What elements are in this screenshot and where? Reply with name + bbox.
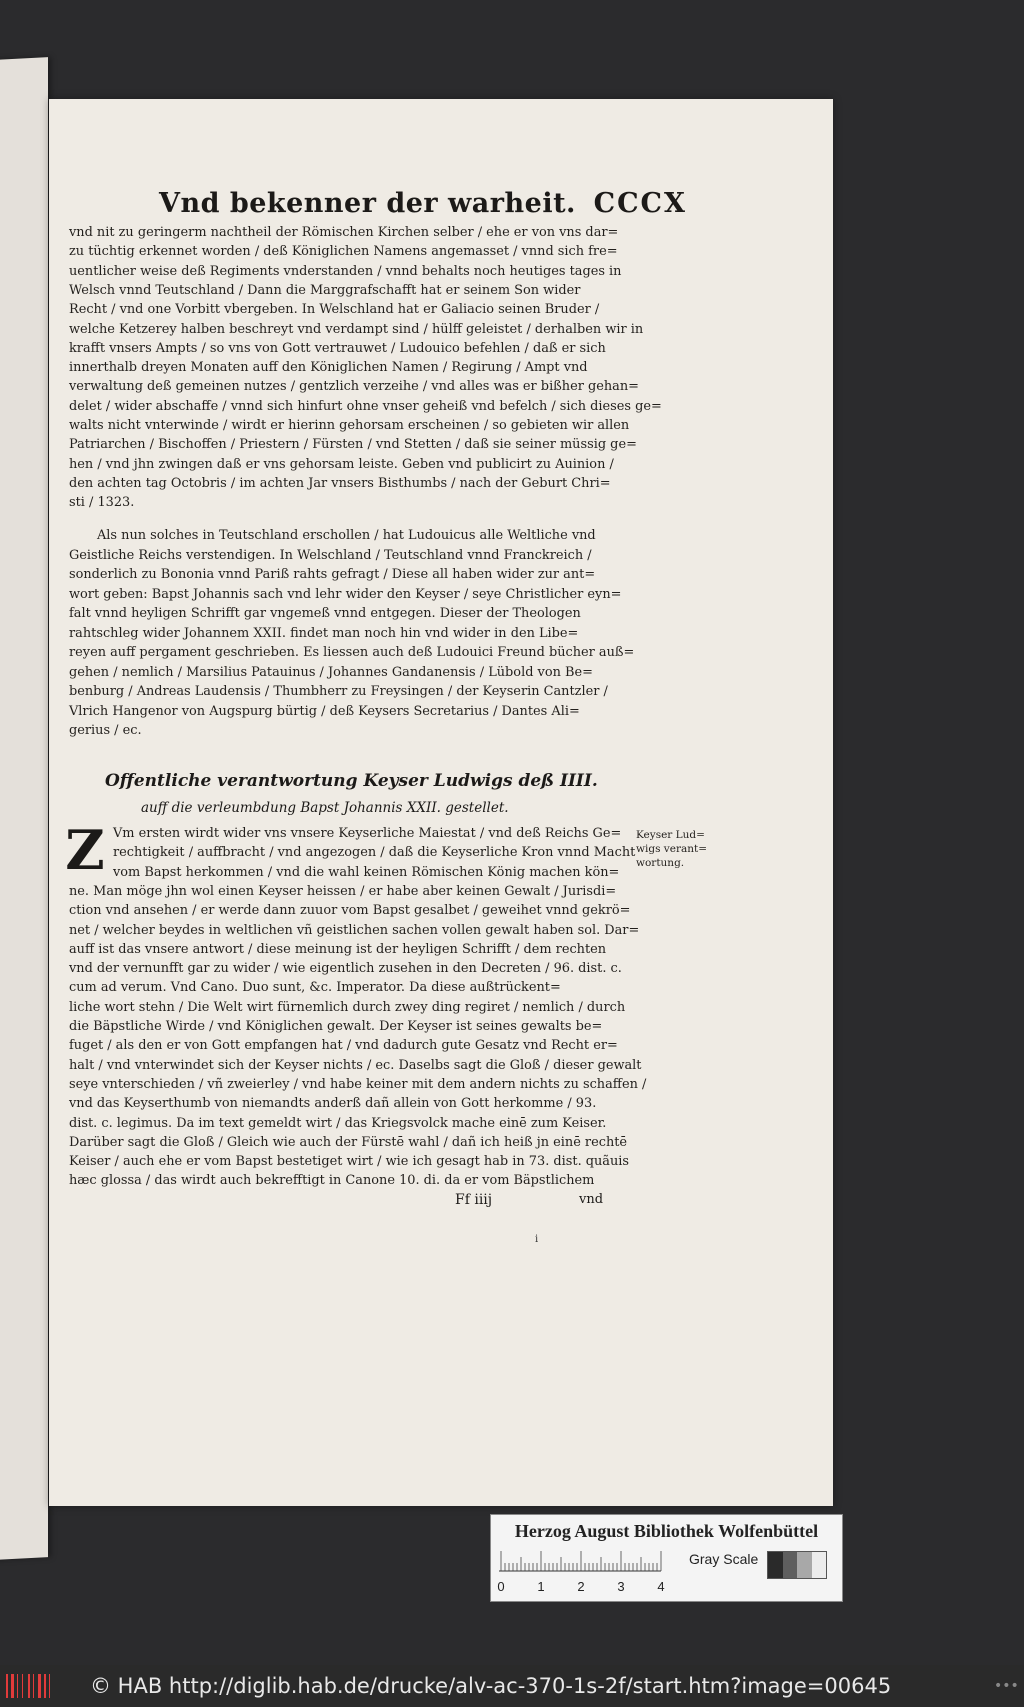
running-head: Vnd bekenner der warheit. [159,187,576,219]
barcode-bar [24,1674,27,1698]
drop-cap-initial: Z [65,818,105,882]
barcode-bar [11,1674,14,1698]
text-line: sonderlich zu Bononia vnnd Pariß rahts gefragt / Diese all haben wider zur ant= [69,567,596,582]
text-line: die Bäpstliche Wirde / vnd Königlichen gewalt. Der Keyser ist seines gewalts be= [69,1019,603,1034]
book-page [49,99,833,1506]
text-line: innerthalb dreyen Monaten auff den Königlichen Namen / Regirung / Ampt vnd [69,360,588,376]
ruler-label: 1 [537,1579,545,1594]
text-line: krafft vnsers Ampts / so vns von Gott vertrauwet / Ludouico befehlen / daß er sich [69,340,606,356]
footer-url[interactable]: © HAB http://diglib.hab.de/drucke/alv-ac-370-1s-2f/start.htm?image=00645 [90,1674,892,1698]
text-line: Keiser / auch ehe er vom Bapst bestetiget wirt / wie ich gesagt hab in 73. dist. quãuis [69,1154,630,1170]
text-line: Vm ersten wirdt wider vns vnsere Keyserliche Maiestat / vnd deß Reichs Ge= [113,826,622,841]
gray-scale-label: Gray Scale [689,1551,759,1567]
text-line: Darüber sagt die Gloß / Gleich wie auch der Fürstē wahl / dañ ich heiß jn einē rechtē [69,1134,628,1150]
section-heading: Offentliche verantwortung Keyser Ludwigs deß IIII. [105,771,598,791]
text-line: hæc glossa / das wirdt auch bekrefftigt in Canone 10. di. da er vom Bäpstlichem [69,1173,595,1189]
text-line: wort geben: Bapst Johannis sach vnd lehr wider den Keyser / seye Christlicher eyn= [69,586,622,602]
margin-note-line: wigs verant= [636,843,707,855]
text-line: auff ist das vnsere antwort / diese meinung ist der heyligen Schrifft / dem rechten [69,941,607,957]
text-line: cum ad verum. Vnd Cano. Duo sunt, &c. Imperator. Da diese außtrückent= [69,980,561,996]
text-line: seye vnterschieden / vñ zweierley / vnd habe keiner mit dem andern nichts zu schaffen / [69,1076,647,1092]
barcode-bar [19,1674,21,1698]
barcode-bar [51,1674,54,1698]
text-line: hen / vnd jhn zwingen daß er vns gehorsam leiste. Geben vnd publicirt zu Auinion / [69,456,614,472]
viewer-footer-bar [0,1665,1024,1707]
text-line: gerius / ec. [69,723,142,738]
barcode-bar [9,1674,10,1698]
barcode-bar [38,1674,41,1698]
barcode-bar [35,1674,37,1698]
text-line: zu tüchtig erkennet worden / deß Königlichen Namens angemasset / vnnd sich fre= [69,244,618,260]
gray-swatch-cell [783,1552,798,1578]
barcode-bar [44,1674,46,1698]
text-line: Welsch vnnd Teutschland / Dann die Marggrafschafft hat er seinem Son wider [69,282,581,298]
library-name: Herzog August Bibliothek Wolfenbüttel [514,1521,819,1541]
text-line: den achten tag Octobris / im achten Jar vnsers Bisthumbs / nach der Geburt Chri= [69,475,611,491]
text-line: verwaltung deß gemeinen nutzes / gentzlich verzeihe / vnd alles was er bißher gehan= [69,379,639,395]
text-line: benburg / Andreas Laudensis / Thumbherr zu Freysingen / der Keyserin Cantzler / [69,684,608,699]
margin-note-line: wortung. [636,857,685,869]
page-header [159,183,687,223]
ruler-label: 4 [657,1579,665,1594]
text-line: Geistliche Reichs verstendigen. In Welschland / Teutschland vnnd Franckreich / [69,547,592,563]
barcode-bar [15,1674,16,1698]
text-line: fuget / als den er von Gott empfangen hat / vnd dadurch gute Gesatz vnd Recht er= [69,1038,618,1054]
scale-card [490,1514,843,1602]
text-line: rahtschleg wider Johannem XXII. findet man noch hin vnd wider in den Libe= [69,625,579,641]
text-line: Vlrich Hangenor von Augspurg bürtig / deß Keysers Secretarius / Dantes Ali= [69,703,580,719]
barcode-bar [17,1674,18,1698]
section-subheading: auff die verleumbdung Bapst Johannis XXII. gestellet. [141,800,509,816]
text-line: Patriarchen / Bischoffen / Priestern / Fürsten / vnd Stetten / daß sie seiner müssig ge= [69,437,637,453]
text-line: reyen auff pergament geschrieben. Es liessen auch deß Ludouici Freund bücher auß= [69,645,635,660]
ruler-label: 2 [577,1579,585,1594]
barcode-bar [42,1674,43,1698]
text-line: Als nun solches in Teutschland erschollen / hat Ludouicus alle Weltliche vnd [97,528,596,543]
barcode-bar [28,1674,30,1698]
text-line: vom Bapst herkommen / vnd die wahl keinen Römischen König machen kön= [113,864,620,880]
text-line: dist. c. legimus. Da im text gemeldt wirt / das Kriegsvolck mache einē zum Keiser. [69,1115,607,1131]
text-line: ne. Man möge jhn wol einen Keyser heissen / er habe aber keinen Gewalt / Jurisdi= [69,883,617,899]
signature-mark: Ff iiij [455,1192,493,1208]
barcode-bar [22,1674,23,1698]
barcode-bar [31,1674,32,1698]
text-line: Recht / vnd one Vorbitt vbergeben. In Welschland hat er Galiacio seinen Bruder / [69,302,600,318]
text-line: halt / vnd vnterwindet sich der Keyser nichts / ec. Daselbs sagt die Gloß / dieser gewalt [69,1057,642,1073]
barcode-bar [47,1674,48,1698]
text-line: walts nicht vnterwinde / wirdt er hierinn gehorsam erscheinen / so gebieten wir allen [69,418,630,433]
barcode-bar [33,1674,34,1698]
ruler-label: 3 [617,1579,625,1594]
text-line: uentlicher weise deß Regiments vnderstanden / vnnd behalts noch heutiges tages in [69,263,622,279]
text-line: falt vnnd heyligen Schrifft gar vngemeß vnnd entgegen. Dieser der Theologen [69,606,581,621]
text-line: net / welcher beydes in weltlichen vñ geistlichen sachen vollen gewalt haben sol. Dar= [69,922,640,938]
text-line: delet / wider abschaffe / vnnd sich hinfurt ohne vnser geheiß vnd befelch / sich dieses ge= [69,398,662,414]
previous-page-edge [0,57,48,1563]
gray-swatch-cell [812,1552,827,1578]
catchword: vnd [579,1192,604,1207]
gray-swatch-cell [797,1552,812,1578]
gray-swatch-cell [768,1552,783,1578]
text-line: vnd nit zu geringerm nachtheil der Römischen Kirchen selber / ehe er von vns dar= [69,225,619,240]
margin-note-line: Keyser Lud= [636,829,705,841]
ruler-label: 0 [497,1579,505,1594]
more-icon[interactable]: ••• [994,1678,1019,1694]
barcode-icon [4,1672,48,1700]
stray-mark: i [535,1234,539,1245]
ruler-scale [497,1549,665,1597]
text-line: vnd der vernunfft gar zu wider / wie eigentlich zusehen in den Decreten / 96. dist. c. [69,961,622,977]
folio-number: CCCX [593,187,687,219]
text-line: welche Ketzerey halben beschreyt vnd verdampt sind / hülff geleistet / derhalben wir in [69,321,644,337]
text-line: vnd das Keyserthumb von niemandts anderß dañ allein von Gott herkomme / 93. [69,1096,597,1112]
text-line: liche wort stehn / Die Welt wirt fürnemlich durch zwey ding regiret / nemlich / durch [69,999,626,1015]
text-line: gehen / nemlich / Marsilius Patauinus / Johannes Gandanensis / Lübold von Be= [69,664,593,680]
barcode-bar [49,1674,50,1698]
text-line: ction vnd ansehen / er werde dann zuuor vom Bapst gesalbet / geweihet vnnd gekrö= [69,903,631,919]
text-line: rechtigkeit / auffbracht / vnd angezogen / daß die Keyserliche Kron vnnd Macht [113,845,636,861]
gray-swatch [767,1551,827,1579]
text-line: sti / 1323. [69,495,135,511]
barcode-bar [6,1674,8,1698]
